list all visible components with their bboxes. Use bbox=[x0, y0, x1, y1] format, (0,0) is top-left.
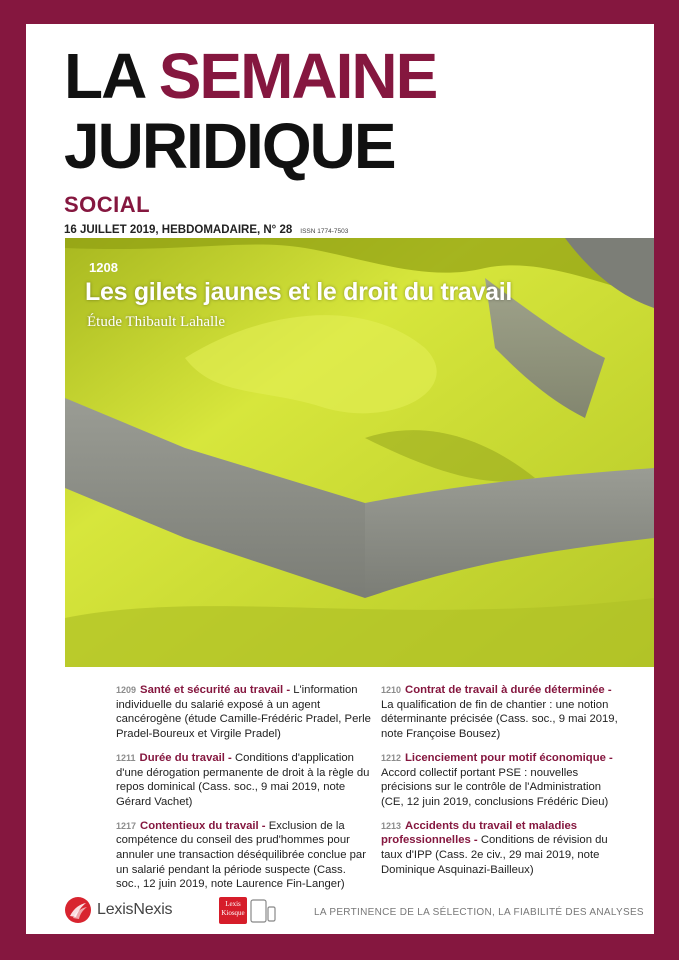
item-body: La qualification de fin de chantier : une notion déterminante précisée (Cass. soc., 9 mai 2019, note Françoise Bousez) bbox=[381, 698, 618, 741]
lexisnexis-logo-icon bbox=[64, 896, 92, 924]
tablet-icon bbox=[251, 900, 266, 922]
phone-icon bbox=[268, 907, 275, 921]
masthead-title-line2: JURIDIQUE bbox=[64, 110, 395, 182]
item-heading: Durée du travail - bbox=[139, 751, 232, 764]
item-number: 1212 bbox=[381, 752, 402, 763]
lexis-kiosque-badge bbox=[219, 897, 247, 924]
contents-item bbox=[381, 751, 621, 810]
kiosque-line1: Lexis bbox=[225, 900, 241, 908]
footer bbox=[26, 890, 654, 930]
devices-icon bbox=[250, 898, 276, 924]
item-body: L'information individuelle du salarié exposé à un agent cancérogène (étude Camille-Frédéric Pradel, Perle Pradel-Boureux et Virgile Pradel) bbox=[116, 684, 371, 741]
publisher-name: LexisNexis bbox=[97, 901, 173, 918]
item-heading: Licenciement pour motif économique - bbox=[405, 751, 613, 764]
issue-line bbox=[64, 224, 348, 236]
item-heading: Contentieux du travail - bbox=[140, 819, 266, 832]
masthead-la: LA bbox=[64, 40, 143, 112]
feature-number: 1208 bbox=[89, 260, 118, 275]
masthead-title-line1 bbox=[64, 40, 437, 112]
item-body: Accord collectif portant PSE : nouvelles précisions sur le contrôle de l'Administration (CE, 12 juin 2019, conclusions Frédéric Dieu) bbox=[381, 766, 609, 808]
item-number: 1217 bbox=[116, 820, 137, 831]
contents-item bbox=[116, 751, 372, 810]
contents-column-right bbox=[381, 683, 621, 886]
item-number: 1213 bbox=[381, 820, 402, 831]
issue-date: 16 JUILLET 2019, HEBDOMADAIRE, N° 28 bbox=[64, 224, 293, 236]
kiosque-line2: Kiosque bbox=[221, 909, 245, 917]
item-body: Conditions d'application d'une dérogation permanente de droit à la règle du repos dominical (Cass. soc., 9 mai 2019, note Gérard Vachet) bbox=[116, 751, 370, 808]
item-heading: Contrat de travail à durée déterminée - bbox=[405, 684, 612, 696]
tagline: LA PERTINENCE DE LA SÉLECTION, LA FIABILITÉ DES ANALYSES bbox=[314, 907, 644, 918]
contents-item bbox=[381, 819, 621, 878]
contents-column-left bbox=[116, 683, 372, 901]
contents-item bbox=[116, 683, 372, 742]
item-body: Exclusion de la compétence du conseil des prud'hommes pour annuler une transaction déséquilibrée conclue par un salarié pendant la période suspecte (Cass. soc., 12 juin 2019, note Laurence Fin-Langer) bbox=[116, 819, 366, 891]
section-label: SOCIAL bbox=[64, 192, 151, 217]
contents-item bbox=[381, 683, 621, 742]
item-number: 1209 bbox=[116, 685, 137, 695]
item-body: Conditions de révision du taux d'IPP (Cass. 2e civ., 29 mai 2019, note Dominique Asquinazi-Bailleux) bbox=[381, 834, 608, 876]
magazine-cover bbox=[26, 24, 654, 934]
item-number: 1210 bbox=[381, 685, 402, 695]
cover-photo bbox=[65, 238, 654, 667]
contents-item bbox=[116, 819, 372, 893]
item-heading: Accidents du travail et maladies professionnelles - bbox=[381, 819, 578, 847]
feature-title: Les gilets jaunes et le droit du travail bbox=[85, 278, 513, 306]
item-number: 1211 bbox=[116, 752, 136, 763]
feature-author: Étude Thibault Lahalle bbox=[87, 314, 226, 330]
issn: ISSN 1774-7503 bbox=[300, 228, 349, 235]
masthead-semaine: SEMAINE bbox=[158, 40, 437, 112]
item-heading: Santé et sécurité au travail - bbox=[140, 684, 291, 696]
